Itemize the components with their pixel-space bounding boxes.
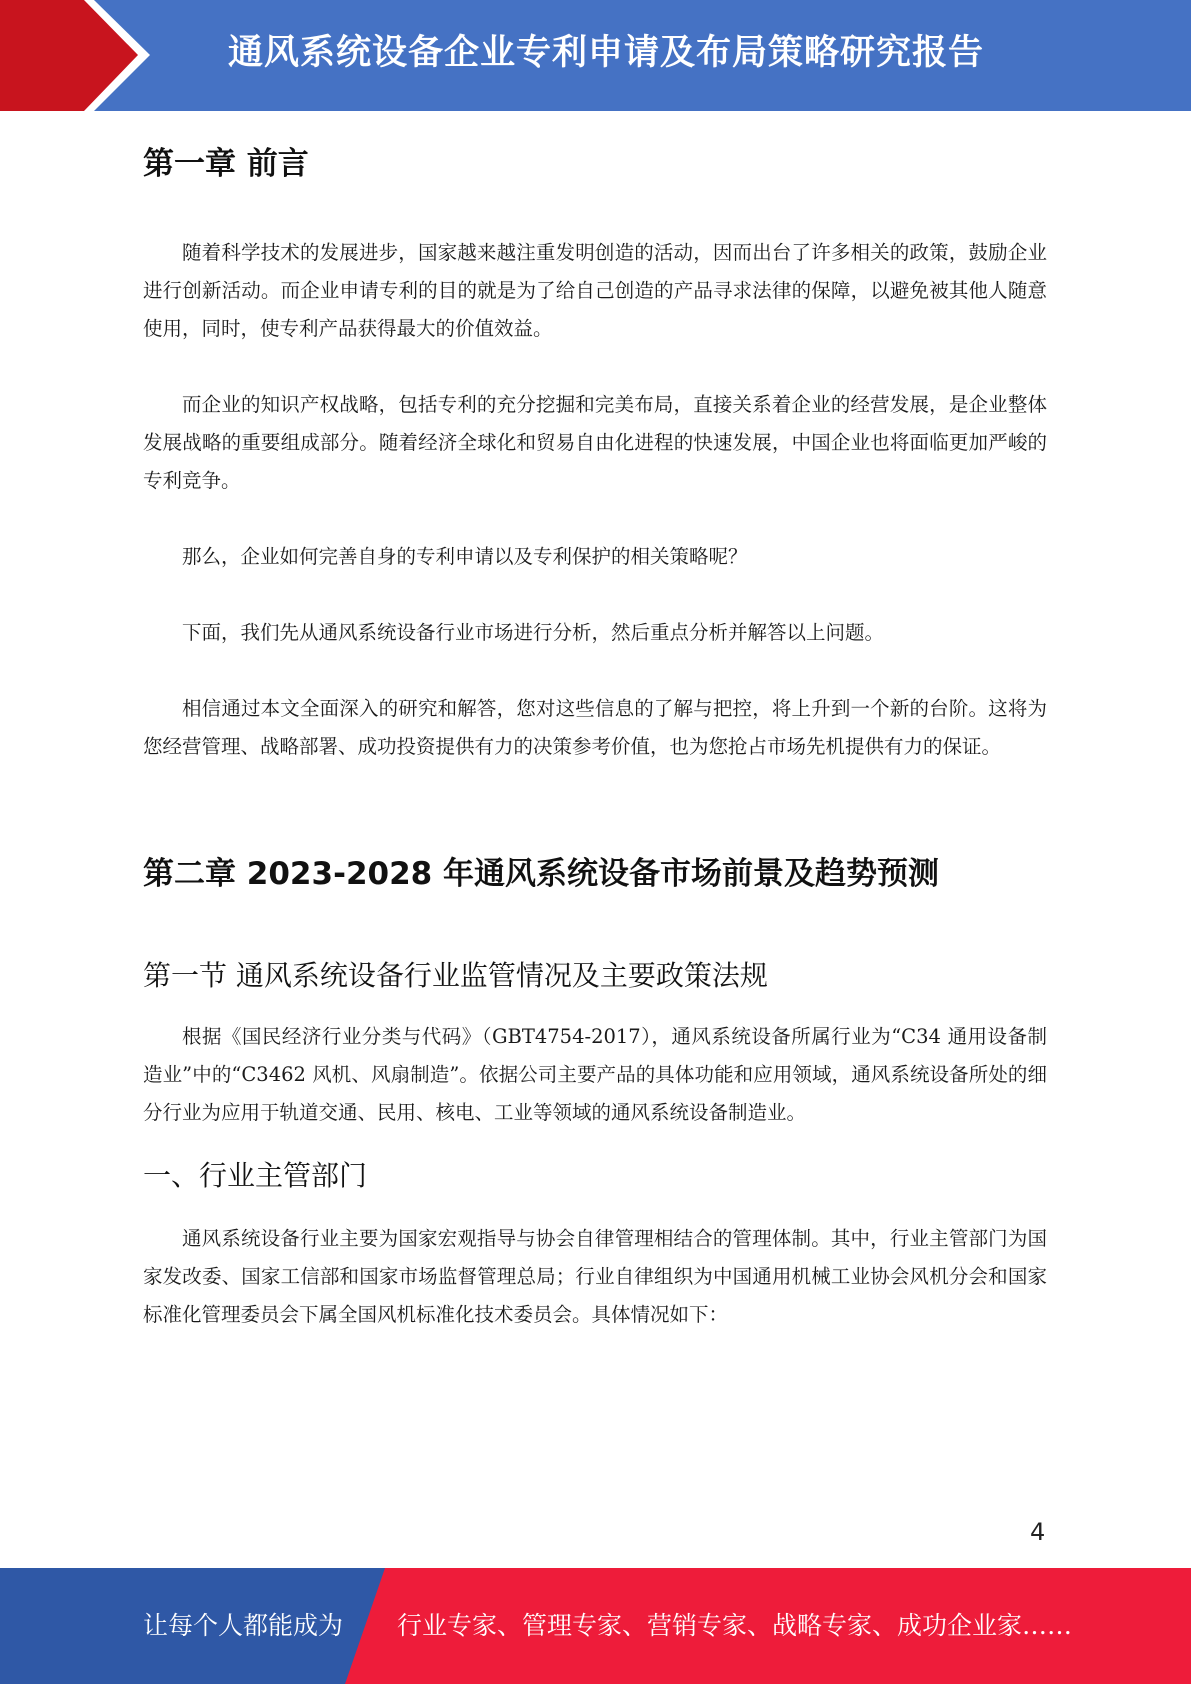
footer-slogan-right: 行业专家、管理专家、营销专家、战略专家、成功企业家…… — [397, 1611, 1073, 1640]
preface-paragraph-4: 下面，我们先从通风系统设备行业市场进行分析，然后重点分析并解答以上问题。 — [182, 621, 885, 644]
footer-slogan-left: 让每个人都能成为 — [143, 1611, 344, 1640]
preface-paragraph-1: 随着科学技术的发展进步，国家越来越注重发明创造的活动，因而出台了许多相关的政策，鼓励企业进行创新活动。而企业申请专利的目的就是为了给自己创造的产品寻求法律的保障，以避免被其他人随意使用，同时，使专利产品获得最大的价值效益。 — [143, 241, 1047, 340]
subsection-1-heading: 一、行业主管部门 — [143, 1159, 368, 1192]
preface-paragraph-3: 那么，企业如何完善自身的专利申请以及专利保护的相关策略呢？ — [182, 545, 748, 568]
preface-paragraph-5: 相信通过本文全面深入的研究和解答，您对这些信息的了解与把控，将上升到一个新的台阶。这将为您经营管理、战略部署、成功投资提供有力的决策参考价值，也为您抢占市场先机提供有力的保证。 — [143, 697, 1047, 758]
report-header-banner — [0, 0, 1191, 111]
red-arrow-chevron — [0, 0, 150, 111]
preface-paragraph-2: 而企业的知识产权战略，包括专利的充分挖掘和完美布局，直接关系着企业的经营发展，是企业整体发展战略的重要组成部分。随着经济全球化和贸易自由化进程的快速发展，中国企业也将面临更加严峻的专利竞争。 — [143, 393, 1047, 492]
chapter-1-heading: 第一章 前言 — [143, 146, 309, 182]
subsection-1-paragraph: 通风系统设备行业主要为国家宏观指导与协会自律管理相结合的管理体制。其中，行业主管部门为国家发改委、国家工信部和国家市场监督管理总局；行业自律组织为中国通用机械工业协会风机分会和国家标准化管理委员会下属全国风机标准化技术委员会。具体情况如下： — [143, 1227, 1047, 1326]
section-1-paragraph: 根据《国民经济行业分类与代码》（GBT4754-2017），通风系统设备所属行业为“C34 通用设备制造业”中的“C3462 风机、风扇制造”。依据公司主要产品的具体功能和应用领域，通风系统设备所处的细分行业为应用于轨道交通、民用、核电、工业等领域的通风系统设备制造业。 — [143, 1025, 1047, 1124]
page-number: 4 — [1030, 1518, 1046, 1546]
chapter-2-heading: 第二章 2023-2028 年通风系统设备市场前景及趋势预测 — [143, 856, 940, 892]
report-title: 通风系统设备企业专利申请及布局策略研究报告 — [228, 33, 985, 73]
section-1-heading: 第一节 通风系统设备行业监管情况及主要政策法规 — [143, 959, 768, 992]
report-footer-banner — [0, 1568, 1191, 1684]
